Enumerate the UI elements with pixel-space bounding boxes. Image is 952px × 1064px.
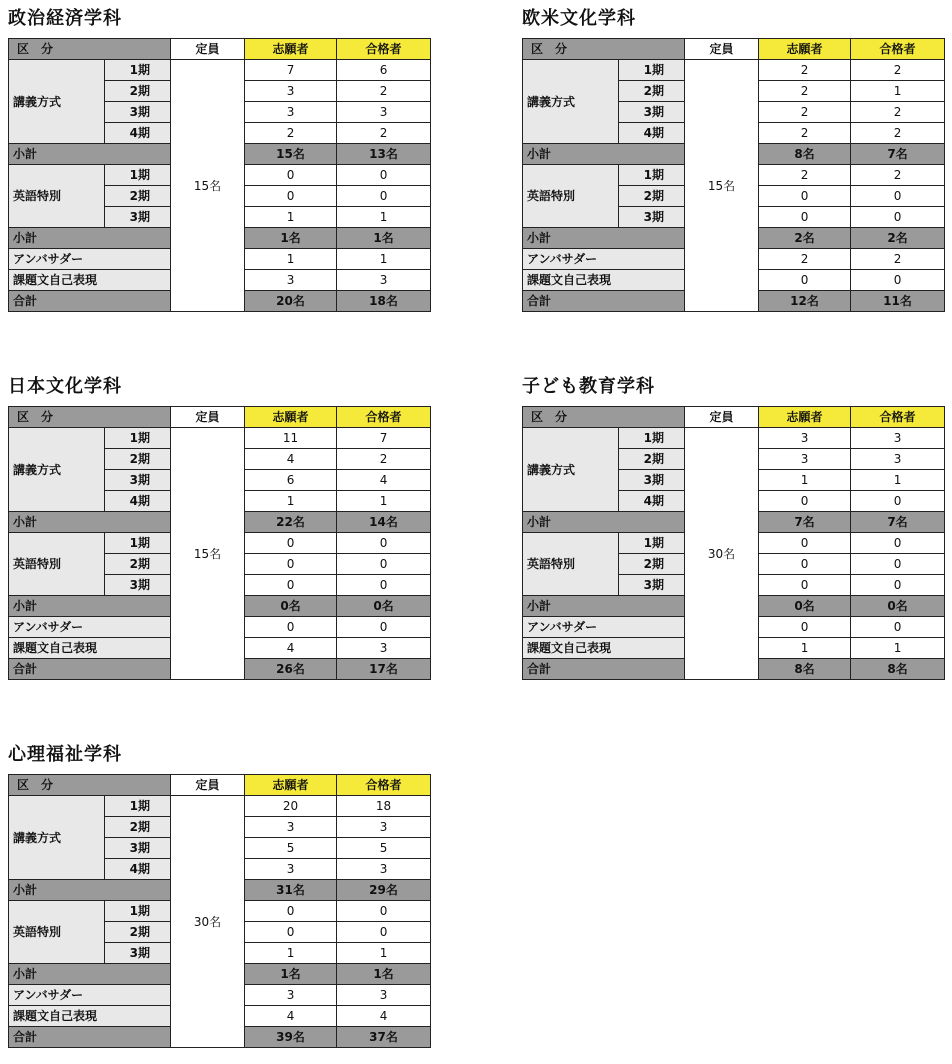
applicants-total: 26名 [245, 659, 337, 680]
applicants-total: 20名 [245, 291, 337, 312]
passed-subtotal: 13名 [337, 144, 431, 165]
passed-value: 1 [337, 491, 431, 512]
term-label: 3期 [105, 470, 171, 491]
category-essay: 課題文自己表現 [9, 270, 171, 291]
term-label: 2期 [105, 922, 171, 943]
passed-value: 2 [337, 449, 431, 470]
category-lecture: 講義方式 [9, 60, 105, 144]
subtotal-label: 小計 [9, 596, 171, 617]
applicants-value: 3 [245, 817, 337, 838]
admission-table [8, 38, 431, 312]
applicants-value: 2 [759, 165, 851, 186]
term-label: 3期 [105, 102, 171, 123]
capacity-value: 30名 [171, 796, 245, 1048]
passed-value: 0 [337, 533, 431, 554]
passed-total: 11名 [851, 291, 945, 312]
applicants-value: 3 [759, 449, 851, 470]
passed-subtotal: 0名 [337, 596, 431, 617]
applicants-subtotal: 2名 [759, 228, 851, 249]
passed-total: 37名 [337, 1027, 431, 1048]
applicants-value: 0 [245, 617, 337, 638]
category-lecture: 講義方式 [9, 428, 105, 512]
passed-value: 5 [337, 838, 431, 859]
header-capacity: 定員 [685, 407, 759, 428]
applicants-value: 3 [245, 270, 337, 291]
applicants-total: 8名 [759, 659, 851, 680]
passed-value: 18 [337, 796, 431, 817]
capacity-value: 15名 [685, 60, 759, 312]
term-label: 4期 [619, 123, 685, 144]
applicants-value: 4 [245, 638, 337, 659]
term-label: 1期 [105, 796, 171, 817]
dept-title: 政治経済学科 [8, 8, 122, 29]
admission-table [8, 774, 431, 1048]
term-label: 1期 [619, 428, 685, 449]
applicants-value: 4 [245, 1006, 337, 1027]
term-label: 4期 [105, 859, 171, 880]
applicants-value: 3 [245, 81, 337, 102]
passed-value: 0 [851, 186, 945, 207]
applicants-value: 2 [759, 81, 851, 102]
applicants-subtotal: 31名 [245, 880, 337, 901]
passed-value: 2 [851, 60, 945, 81]
total-label: 合計 [9, 659, 171, 680]
subtotal-label: 小計 [523, 228, 685, 249]
header-capacity: 定員 [685, 39, 759, 60]
subtotal-label: 小計 [9, 228, 171, 249]
passed-value: 0 [851, 554, 945, 575]
total-label: 合計 [9, 291, 171, 312]
term-label: 3期 [105, 943, 171, 964]
term-label: 4期 [105, 491, 171, 512]
passed-value: 2 [337, 123, 431, 144]
table-row [523, 428, 945, 449]
term-label: 1期 [105, 165, 171, 186]
passed-value: 0 [851, 617, 945, 638]
header-category: 区 分 [523, 39, 685, 60]
passed-value: 3 [337, 638, 431, 659]
header-row [523, 39, 945, 60]
passed-value: 0 [337, 575, 431, 596]
subtotal-label: 小計 [9, 964, 171, 985]
term-label: 2期 [105, 554, 171, 575]
capacity-value: 15名 [171, 60, 245, 312]
header-passed: 合格者 [851, 39, 945, 60]
passed-subtotal: 7名 [851, 512, 945, 533]
applicants-value: 0 [759, 207, 851, 228]
admission-table [522, 38, 945, 312]
applicants-value: 0 [245, 554, 337, 575]
term-label: 2期 [105, 81, 171, 102]
dept-title: 心理福祉学科 [8, 744, 122, 765]
category-lecture: 講義方式 [523, 60, 619, 144]
category-ambassador: アンバサダー [523, 249, 685, 270]
header-passed: 合格者 [851, 407, 945, 428]
passed-subtotal: 14名 [337, 512, 431, 533]
category-lecture: 講義方式 [523, 428, 619, 512]
applicants-value: 0 [245, 901, 337, 922]
term-label: 3期 [619, 207, 685, 228]
passed-total: 8名 [851, 659, 945, 680]
applicants-value: 2 [759, 249, 851, 270]
subtotal-label: 小計 [523, 144, 685, 165]
term-label: 2期 [619, 554, 685, 575]
header-category: 区 分 [523, 407, 685, 428]
term-label: 1期 [619, 165, 685, 186]
applicants-value: 0 [759, 554, 851, 575]
dept-title: 子ども教育学科 [522, 376, 655, 397]
term-label: 3期 [619, 102, 685, 123]
applicants-value: 5 [245, 838, 337, 859]
header-capacity: 定員 [171, 39, 245, 60]
term-label: 3期 [105, 838, 171, 859]
header-row [523, 407, 945, 428]
passed-value: 0 [851, 491, 945, 512]
passed-subtotal: 0名 [851, 596, 945, 617]
term-label: 1期 [619, 60, 685, 81]
passed-value: 0 [337, 186, 431, 207]
term-label: 4期 [619, 491, 685, 512]
term-label: 2期 [105, 186, 171, 207]
passed-value: 6 [337, 60, 431, 81]
term-label: 2期 [619, 81, 685, 102]
header-passed: 合格者 [337, 407, 431, 428]
applicants-value: 7 [245, 60, 337, 81]
applicants-value: 2 [759, 123, 851, 144]
table-row [9, 796, 431, 817]
term-label: 1期 [105, 60, 171, 81]
applicants-value: 1 [759, 638, 851, 659]
applicants-value: 1 [245, 207, 337, 228]
category-english: 英語特別 [9, 533, 105, 596]
applicants-subtotal: 8名 [759, 144, 851, 165]
subtotal-label: 小計 [9, 512, 171, 533]
header-applicants: 志願者 [759, 39, 851, 60]
applicants-value: 1 [759, 470, 851, 491]
header-row [9, 407, 431, 428]
passed-value: 3 [851, 428, 945, 449]
total-label: 合計 [523, 291, 685, 312]
applicants-value: 3 [245, 859, 337, 880]
passed-value: 0 [851, 533, 945, 554]
passed-value: 4 [337, 470, 431, 491]
admission-table [8, 406, 431, 680]
applicants-value: 0 [759, 186, 851, 207]
category-ambassador: アンバサダー [9, 985, 171, 1006]
applicants-value: 0 [759, 617, 851, 638]
passed-value: 1 [851, 638, 945, 659]
applicants-value: 1 [245, 491, 337, 512]
category-english: 英語特別 [523, 533, 619, 596]
table-row [9, 428, 431, 449]
passed-value: 2 [851, 102, 945, 123]
passed-value: 1 [851, 470, 945, 491]
applicants-subtotal: 0名 [245, 596, 337, 617]
header-passed: 合格者 [337, 775, 431, 796]
term-label: 2期 [619, 449, 685, 470]
capacity-value: 30名 [685, 428, 759, 680]
applicants-value: 0 [245, 186, 337, 207]
passed-value: 0 [337, 617, 431, 638]
capacity-value: 15名 [171, 428, 245, 680]
applicants-value: 0 [759, 533, 851, 554]
passed-value: 0 [851, 270, 945, 291]
passed-value: 2 [851, 249, 945, 270]
applicants-value: 6 [245, 470, 337, 491]
passed-value: 3 [337, 817, 431, 838]
term-label: 3期 [619, 575, 685, 596]
header-applicants: 志願者 [759, 407, 851, 428]
passed-subtotal: 29名 [337, 880, 431, 901]
passed-value: 3 [851, 449, 945, 470]
passed-value: 2 [337, 81, 431, 102]
applicants-value: 0 [759, 575, 851, 596]
header-category: 区 分 [9, 775, 171, 796]
applicants-value: 0 [245, 533, 337, 554]
category-ambassador: アンバサダー [9, 249, 171, 270]
applicants-value: 0 [245, 575, 337, 596]
term-label: 1期 [105, 428, 171, 449]
applicants-value: 2 [759, 60, 851, 81]
header-capacity: 定員 [171, 775, 245, 796]
category-lecture: 講義方式 [9, 796, 105, 880]
header-category: 区 分 [9, 407, 171, 428]
header-category: 区 分 [9, 39, 171, 60]
header-row [9, 775, 431, 796]
applicants-subtotal: 1名 [245, 228, 337, 249]
passed-subtotal: 1名 [337, 964, 431, 985]
header-row [9, 39, 431, 60]
subtotal-label: 小計 [9, 144, 171, 165]
header-applicants: 志願者 [245, 407, 337, 428]
category-english: 英語特別 [9, 901, 105, 964]
passed-value: 0 [851, 207, 945, 228]
applicants-value: 2 [245, 123, 337, 144]
passed-value: 3 [337, 102, 431, 123]
passed-value: 3 [337, 985, 431, 1006]
passed-value: 0 [337, 922, 431, 943]
category-ambassador: アンバサダー [9, 617, 171, 638]
header-applicants: 志願者 [245, 39, 337, 60]
term-label: 1期 [105, 533, 171, 554]
applicants-value: 0 [245, 922, 337, 943]
table-row [9, 60, 431, 81]
applicants-subtotal: 1名 [245, 964, 337, 985]
applicants-value: 3 [245, 985, 337, 1006]
term-label: 2期 [105, 817, 171, 838]
header-applicants: 志願者 [245, 775, 337, 796]
applicants-subtotal: 22名 [245, 512, 337, 533]
term-label: 3期 [105, 575, 171, 596]
applicants-value: 3 [759, 428, 851, 449]
applicants-value: 2 [759, 102, 851, 123]
passed-subtotal: 1名 [337, 228, 431, 249]
term-label: 1期 [105, 901, 171, 922]
passed-value: 3 [337, 859, 431, 880]
category-essay: 課題文自己表現 [523, 270, 685, 291]
passed-value: 1 [337, 207, 431, 228]
applicants-value: 11 [245, 428, 337, 449]
applicants-value: 3 [245, 102, 337, 123]
passed-value: 2 [851, 165, 945, 186]
term-label: 2期 [619, 186, 685, 207]
passed-subtotal: 2名 [851, 228, 945, 249]
passed-value: 1 [337, 943, 431, 964]
passed-value: 0 [337, 901, 431, 922]
category-english: 英語特別 [9, 165, 105, 228]
passed-total: 17名 [337, 659, 431, 680]
dept-title: 日本文化学科 [8, 376, 122, 397]
table-row [523, 60, 945, 81]
applicants-subtotal: 0名 [759, 596, 851, 617]
header-passed: 合格者 [337, 39, 431, 60]
passed-value: 4 [337, 1006, 431, 1027]
passed-value: 7 [337, 428, 431, 449]
category-ambassador: アンバサダー [523, 617, 685, 638]
category-essay: 課題文自己表現 [9, 638, 171, 659]
applicants-total: 12名 [759, 291, 851, 312]
category-english: 英語特別 [523, 165, 619, 228]
term-label: 3期 [105, 207, 171, 228]
passed-value: 3 [337, 270, 431, 291]
passed-value: 1 [851, 81, 945, 102]
subtotal-label: 小計 [523, 512, 685, 533]
dept-title: 欧米文化学科 [522, 8, 636, 29]
passed-subtotal: 7名 [851, 144, 945, 165]
applicants-value: 0 [245, 165, 337, 186]
passed-value: 0 [337, 165, 431, 186]
term-label: 2期 [105, 449, 171, 470]
passed-total: 18名 [337, 291, 431, 312]
category-essay: 課題文自己表現 [523, 638, 685, 659]
applicants-value: 1 [245, 943, 337, 964]
applicants-subtotal: 15名 [245, 144, 337, 165]
term-label: 1期 [619, 533, 685, 554]
header-capacity: 定員 [171, 407, 245, 428]
term-label: 4期 [105, 123, 171, 144]
applicants-value: 1 [245, 249, 337, 270]
passed-value: 0 [337, 554, 431, 575]
applicants-value: 0 [759, 491, 851, 512]
term-label: 3期 [619, 470, 685, 491]
subtotal-label: 小計 [9, 880, 171, 901]
applicants-subtotal: 7名 [759, 512, 851, 533]
subtotal-label: 小計 [523, 596, 685, 617]
applicants-value: 0 [759, 270, 851, 291]
applicants-value: 20 [245, 796, 337, 817]
applicants-total: 39名 [245, 1027, 337, 1048]
passed-value: 2 [851, 123, 945, 144]
passed-value: 0 [851, 575, 945, 596]
total-label: 合計 [9, 1027, 171, 1048]
admission-table [522, 406, 945, 680]
passed-value: 1 [337, 249, 431, 270]
total-label: 合計 [523, 659, 685, 680]
category-essay: 課題文自己表現 [9, 1006, 171, 1027]
applicants-value: 4 [245, 449, 337, 470]
